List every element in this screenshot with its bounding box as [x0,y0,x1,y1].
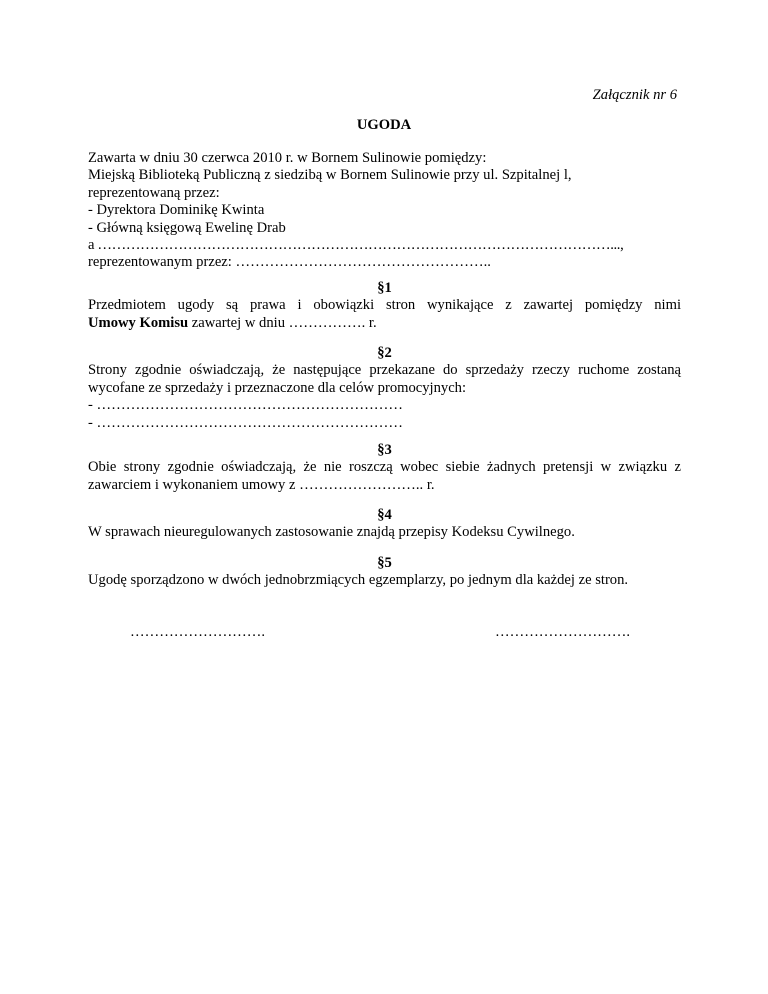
intro-line: a ………………………………………………………………………………………………..., [88,237,624,254]
section-text: Przedmiotem ugody są prawa i obowiązki stron wynikające z zawartej pomiędzy nimi [88,297,681,314]
section-text: Obie strony zgodnie oświadczają, że nie roszczą wobec siebie żadnych pretensji w związku z zawarciem i wykonaniem umowy z …………………….. r. [88,459,681,493]
section-2 [88,345,681,432]
section-5 [88,555,681,590]
intro-line: reprezentowaną przez: [88,184,220,201]
section-heading: §3 [377,442,392,458]
intro-line: - Główną księgową Ewelinę Drab [88,219,286,236]
section-heading: §2 [377,345,392,361]
list-item: - ……………………………………………………… [88,414,403,431]
parties-section [88,150,681,272]
section-heading: §5 [377,555,392,571]
signature-line-right: ………………………. [495,624,630,640]
bold-term: Umowy Komisu [88,314,189,331]
section-heading: §4 [377,507,392,523]
intro-line: reprezentowanym przez: …………………………………………….. [88,254,491,271]
intro-line: - Dyrektora Dominikę Kwinta [88,202,265,219]
signature-line-left: ………………………. [130,624,265,640]
section-text: Strony zgodnie oświadczają, że następujące przekazane do sprzedaży rzeczy ruchome zostaną wycofane ze sprzedaży i przeznaczone dla celów promocyjnych: [88,362,681,396]
section-1 [88,280,681,332]
document-title: UGODA [356,117,412,133]
list-item: - ……………………………………………………… [88,397,403,414]
section-text: W sprawach nieuregulowanych zastosowanie znajdą przepisy Kodeksu Cywilnego. [88,524,575,541]
section-text-line [88,315,681,332]
section-text: zawartej w dniu ……………. r. [188,314,377,331]
section-4 [88,507,681,542]
section-text: Ugodę sporządzono w dwóch jednobrzmiących egzemplarzy, po jednym dla każdej ze stron. [88,572,629,589]
section-heading: §1 [377,280,392,296]
section-3 [88,442,681,494]
intro-line: Zawarta w dniu 30 czerwca 2010 r. w Bornem Sulinowie pomiędzy: [88,150,487,166]
annex-label: Załącznik nr 6 [592,87,677,103]
intro-line: Miejską Biblioteką Publiczną z siedzibą w Bornem Sulinowie przy ul. Szpitalnej l, [88,167,572,184]
